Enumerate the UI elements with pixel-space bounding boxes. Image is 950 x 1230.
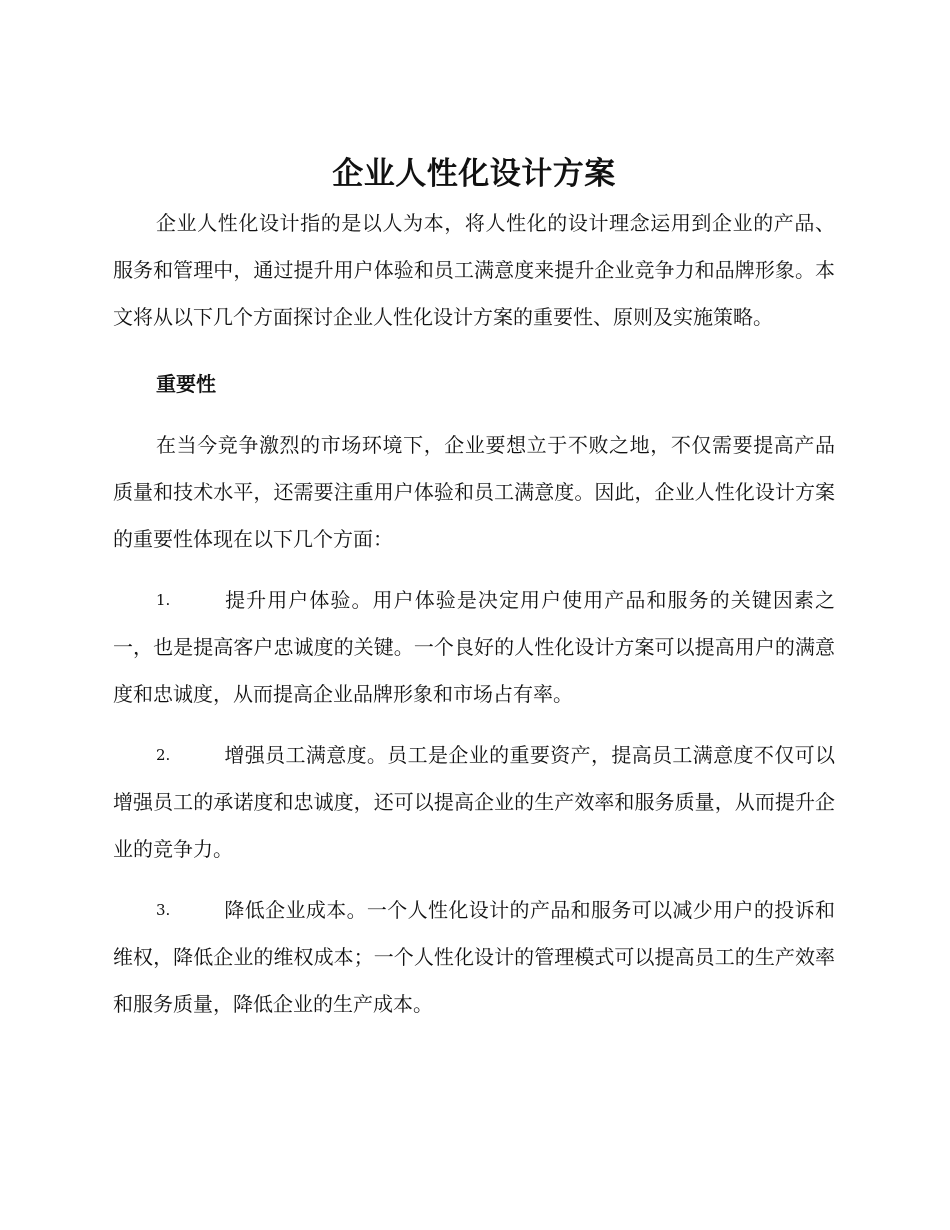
document-title: 企业人性化设计方案 <box>332 156 616 192</box>
list-item <box>113 887 835 1028</box>
list-item-text: 降低企业成本。一个人性化设计的产品和服务可以减少用户的投诉和维权，降低企业的维权成本；一个人性化设计的管理模式可以提高员工的生产效率和服务质量，降低企业的生产成本。 <box>113 898 835 1016</box>
list-item-text: 增强员工满意度。员工是企业的重要资产，提高员工满意度不仅可以增强员工的承诺度和忠诚度，还可以提高企业的生产效率和服务质量，从而提升企业的竞争力。 <box>113 743 835 861</box>
section-body-paragraph: 在当今竞争激烈的市场环境下，企业要想立于不败之地，不仅需要提高产品质量和技术水平，还需要注重用户体验和员工满意度。因此，企业人性化设计方案的重要性体现在以下几个方面： <box>113 433 835 551</box>
list-item-number: 1. <box>156 591 171 609</box>
list-item-number: 3. <box>156 901 171 919</box>
intro-paragraph: 企业人性化设计指的是以人为本，将人性化的设计理念运用到企业的产品、服务和管理中，通过提升用户体验和员工满意度来提升企业竞争力和品牌形象。本文将从以下几个方面探讨企业人性化设计方案的重要性、原则及实施策略。 <box>113 211 835 329</box>
list-item-number: 2. <box>156 746 171 764</box>
list-item-text: 提升用户体验。用户体验是决定用户使用产品和服务的关键因素之一，也是提高客户忠诚度的关键。一个良好的人性化设计方案可以提高用户的满意度和忠诚度，从而提高企业品牌形象和市场占有率。 <box>113 588 835 706</box>
importance-list <box>113 577 835 1028</box>
section-heading: 重要性 <box>156 372 216 396</box>
document-content <box>113 148 835 1042</box>
list-item <box>113 732 835 873</box>
list-item <box>113 577 835 718</box>
